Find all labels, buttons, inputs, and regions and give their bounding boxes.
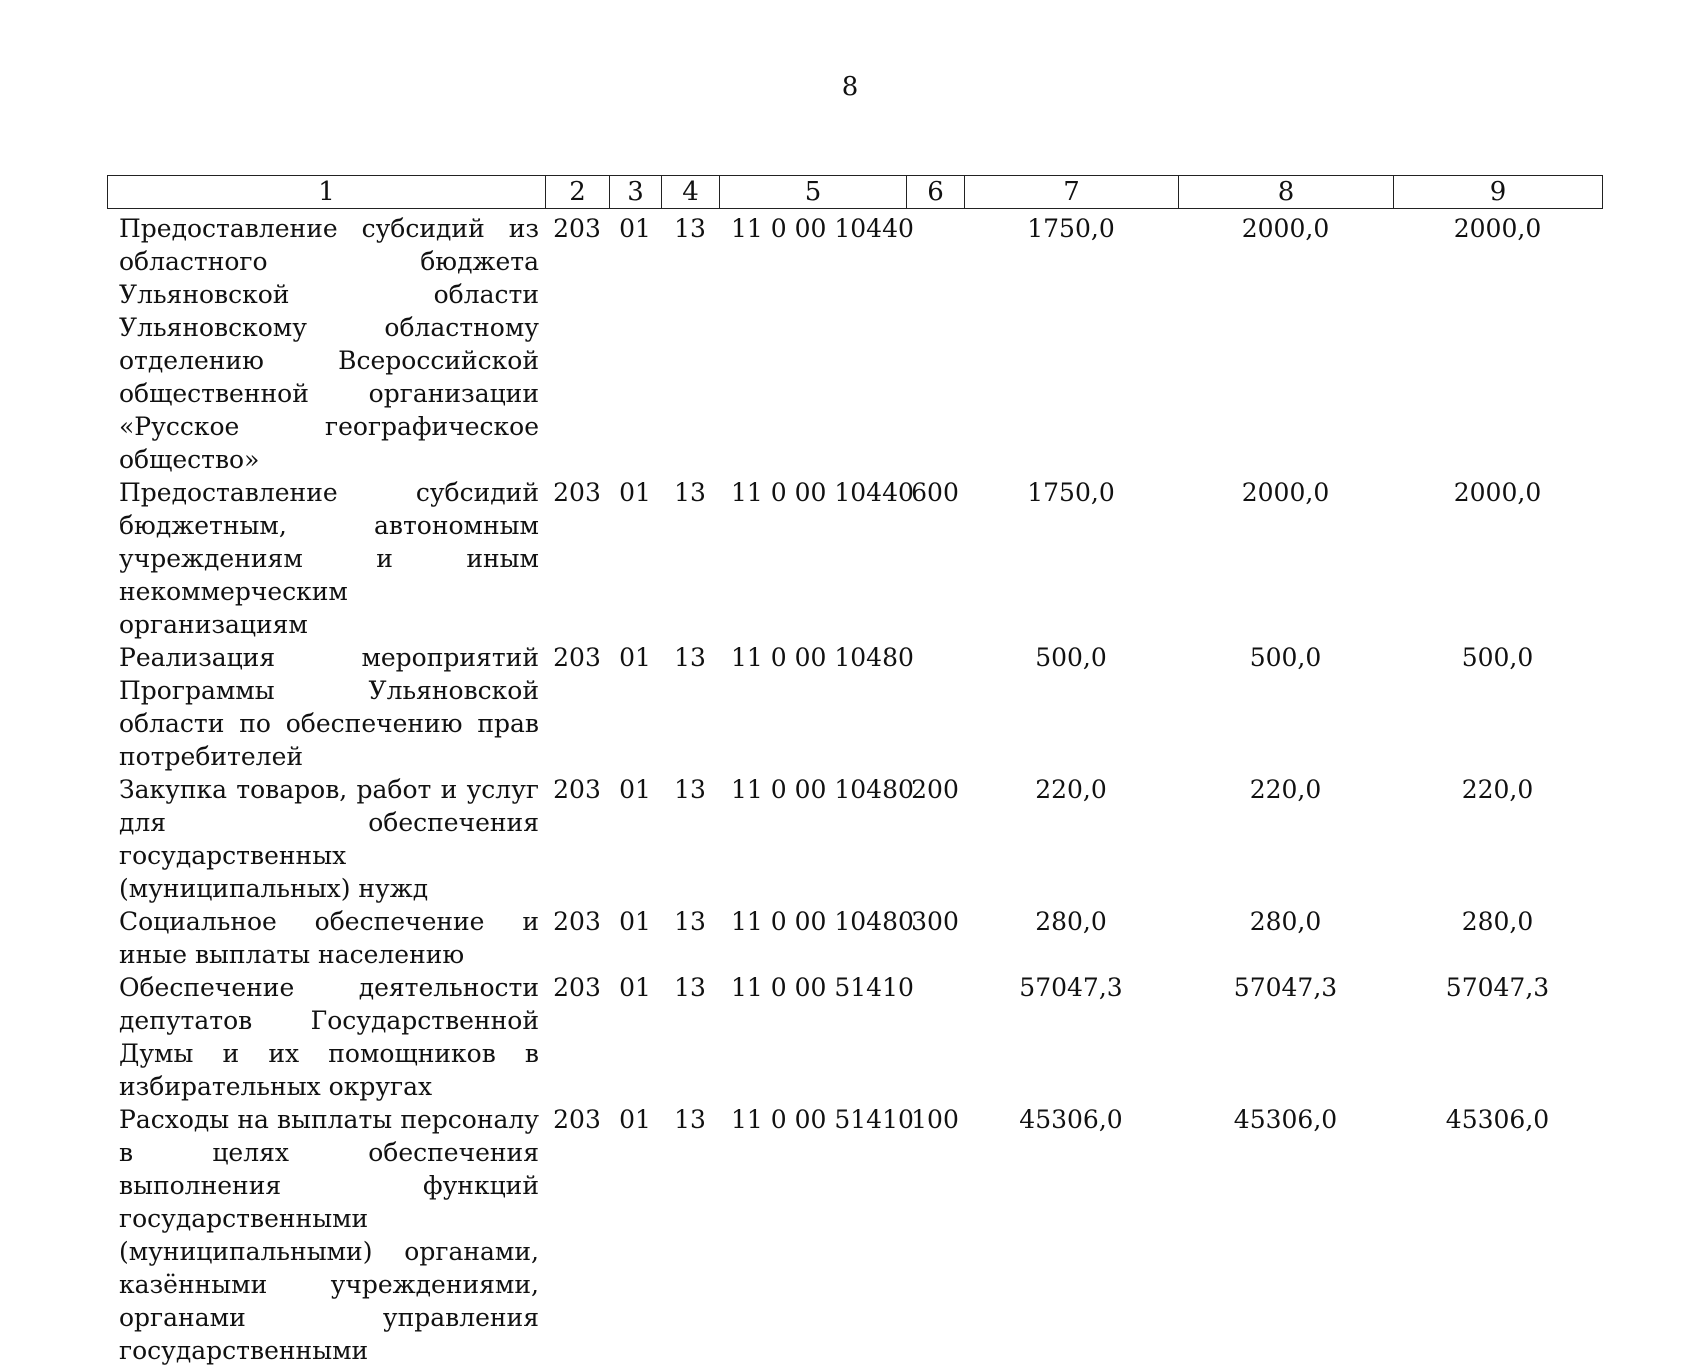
cell-col-9: 2000,0 <box>1453 478 1542 507</box>
header-col-6: 6 <box>907 176 965 209</box>
header-col-3: 3 <box>610 176 662 209</box>
cell-col-4: 13 <box>674 643 706 672</box>
cell-col-7: 500,0 <box>1035 643 1107 672</box>
cell-col-6 <box>906 971 964 1103</box>
cell-col-9: 280,0 <box>1461 907 1534 936</box>
cell-col-5: 11 0 00 51410 <box>731 973 914 1002</box>
cell-col-8: 280,0 <box>1249 907 1322 936</box>
table-row <box>107 905 1602 971</box>
cell-col-6: 200 <box>911 775 959 804</box>
cell-col-2: 203 <box>553 775 601 804</box>
header-col-4: 4 <box>662 176 720 209</box>
header-col-2: 2 <box>546 176 610 209</box>
row-description: Предоставление субсидий из областного бюджета Ульяновской области Ульяновскому областному отделению Всероссийской общественной организации «Русское географическое общество» <box>119 214 539 474</box>
cell-col-5: 11 0 00 10440 <box>731 478 914 507</box>
header-col-8: 8 <box>1179 176 1394 209</box>
cell-col-2: 203 <box>553 1105 601 1134</box>
cell-col-7: 1750,0 <box>1027 214 1115 243</box>
table-row <box>107 1103 1602 1367</box>
page-number: 8 <box>841 72 859 102</box>
cell-col-5: 11 0 00 10440 <box>731 214 914 243</box>
cell-col-4: 13 <box>674 1105 706 1134</box>
cell-col-8: 45306,0 <box>1233 1105 1338 1134</box>
cell-col-7: 1750,0 <box>1027 478 1115 507</box>
cell-col-2: 203 <box>553 643 601 672</box>
table-row <box>107 971 1602 1103</box>
header-col-7: 7 <box>965 176 1179 209</box>
cell-col-5: 11 0 00 10480 <box>731 907 914 936</box>
cell-col-6: 300 <box>911 907 959 936</box>
cell-col-4: 13 <box>674 478 706 507</box>
row-description: Обеспечение деятельности депутатов Государственной Думы и их помощников в избирательных округах <box>119 973 539 1101</box>
cell-col-4: 13 <box>674 214 706 243</box>
cell-col-3: 01 <box>619 643 651 672</box>
cell-col-3: 01 <box>619 973 651 1002</box>
cell-col-4: 13 <box>674 907 706 936</box>
row-description: Расходы на выплаты персоналу в целях обеспечения выполнения функций государственными (муниципальными) органами, казёнными учреждениями, органами управления государственными <box>119 1105 539 1365</box>
cell-col-9: 2000,0 <box>1453 214 1542 243</box>
cell-col-4: 13 <box>674 775 706 804</box>
cell-col-5: 11 0 00 51410 <box>731 1105 914 1134</box>
cell-col-8: 2000,0 <box>1241 478 1330 507</box>
cell-col-2: 203 <box>553 973 601 1002</box>
header-col-9: 9 <box>1394 176 1603 209</box>
cell-col-9: 57047,3 <box>1445 973 1550 1002</box>
cell-col-2: 203 <box>553 907 601 936</box>
table-row <box>107 641 1602 773</box>
row-description: Предоставление субсидий бюджетным, автономным учреждениям и иным некоммерческим организациям <box>119 478 539 639</box>
cell-col-3: 01 <box>619 1105 651 1134</box>
cell-col-8: 2000,0 <box>1241 214 1330 243</box>
cell-col-7: 57047,3 <box>1019 973 1123 1002</box>
cell-col-5: 11 0 00 10480 <box>731 643 914 672</box>
cell-col-7: 45306,0 <box>1019 1105 1123 1134</box>
cell-col-2: 203 <box>553 478 601 507</box>
table-row <box>107 476 1602 641</box>
table-header <box>107 175 1603 209</box>
cell-col-4: 13 <box>674 973 706 1002</box>
table-row <box>107 212 1602 476</box>
cell-col-3: 01 <box>619 478 651 507</box>
cell-col-8: 220,0 <box>1249 775 1322 804</box>
budget-table <box>107 212 1602 1367</box>
cell-col-6 <box>906 641 964 773</box>
cell-col-6: 100 <box>911 1105 959 1134</box>
cell-col-3: 01 <box>619 775 651 804</box>
cell-col-3: 01 <box>619 907 651 936</box>
header-col-1: 1 <box>108 176 546 209</box>
cell-col-9: 45306,0 <box>1445 1105 1550 1134</box>
cell-col-7: 220,0 <box>1035 775 1107 804</box>
cell-col-9: 220,0 <box>1461 775 1534 804</box>
cell-col-6: 600 <box>911 478 959 507</box>
row-description: Социальное обеспечение и иные выплаты населению <box>119 907 539 969</box>
table-row <box>107 773 1602 905</box>
cell-col-8: 57047,3 <box>1233 973 1338 1002</box>
row-description: Реализация мероприятий Программы Ульяновской области по обеспечению прав потребителей <box>119 643 539 771</box>
cell-col-2: 203 <box>553 214 601 243</box>
cell-col-3: 01 <box>619 214 651 243</box>
cell-col-9: 500,0 <box>1461 643 1534 672</box>
cell-col-6 <box>906 212 964 476</box>
cell-col-7: 280,0 <box>1035 907 1107 936</box>
row-description: Закупка товаров, работ и услуг для обеспечения государственных (муниципальных) нужд <box>119 775 539 903</box>
cell-col-8: 500,0 <box>1249 643 1322 672</box>
cell-col-5: 11 0 00 10480 <box>731 775 914 804</box>
header-col-5: 5 <box>720 176 907 209</box>
